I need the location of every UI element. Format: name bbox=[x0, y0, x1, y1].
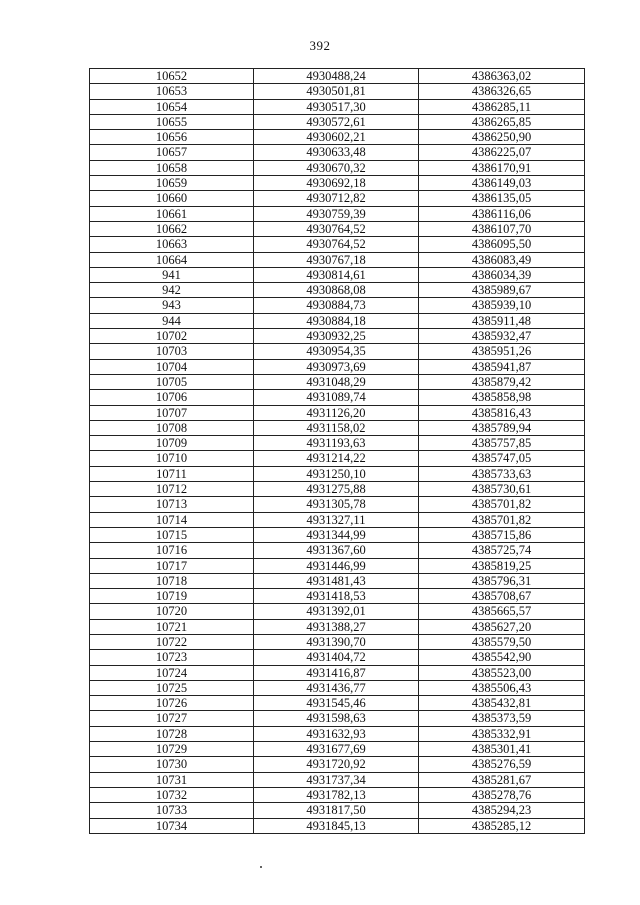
table-row bbox=[90, 145, 585, 160]
x-coordinate-cell: 4931545,46 bbox=[254, 696, 419, 711]
table-row bbox=[90, 374, 585, 389]
y-coordinate-cell: 4385730,61 bbox=[419, 482, 585, 497]
x-coordinate-cell: 4931214,22 bbox=[254, 451, 419, 466]
point-number-cell: 10653 bbox=[90, 84, 254, 99]
point-number-cell: 10663 bbox=[90, 237, 254, 252]
table-row bbox=[90, 191, 585, 206]
y-coordinate-cell: 4385294,23 bbox=[419, 803, 585, 818]
point-number-cell: 10656 bbox=[90, 130, 254, 145]
table-row bbox=[90, 313, 585, 328]
y-coordinate-cell: 4386250,90 bbox=[419, 130, 585, 145]
y-coordinate-cell: 4385941,87 bbox=[419, 359, 585, 374]
point-number-cell: 10732 bbox=[90, 787, 254, 802]
x-coordinate-cell: 4930488,24 bbox=[254, 69, 419, 84]
y-coordinate-cell: 4385858,98 bbox=[419, 390, 585, 405]
point-number-cell: 10652 bbox=[90, 69, 254, 84]
x-coordinate-cell: 4931782,13 bbox=[254, 787, 419, 802]
point-number-cell: 10664 bbox=[90, 252, 254, 267]
point-number-cell: 10662 bbox=[90, 221, 254, 236]
point-number-cell: 10720 bbox=[90, 604, 254, 619]
point-number-cell: 944 bbox=[90, 313, 254, 328]
x-coordinate-cell: 4931446,99 bbox=[254, 558, 419, 573]
x-coordinate-cell: 4931418,53 bbox=[254, 589, 419, 604]
y-coordinate-cell: 4386083,49 bbox=[419, 252, 585, 267]
table-row bbox=[90, 69, 585, 84]
point-number-cell: 10707 bbox=[90, 405, 254, 420]
point-number-cell: 10727 bbox=[90, 711, 254, 726]
table-row bbox=[90, 650, 585, 665]
y-coordinate-cell: 4386116,06 bbox=[419, 206, 585, 221]
table-row bbox=[90, 589, 585, 604]
y-coordinate-cell: 4385665,57 bbox=[419, 604, 585, 619]
y-coordinate-cell: 4385796,31 bbox=[419, 573, 585, 588]
x-coordinate-cell: 4930973,69 bbox=[254, 359, 419, 374]
x-coordinate-cell: 4931126,20 bbox=[254, 405, 419, 420]
y-coordinate-cell: 4386363,02 bbox=[419, 69, 585, 84]
x-coordinate-cell: 4931193,63 bbox=[254, 436, 419, 451]
x-coordinate-cell: 4931677,69 bbox=[254, 742, 419, 757]
point-number-cell: 10660 bbox=[90, 191, 254, 206]
table-row bbox=[90, 206, 585, 221]
x-coordinate-cell: 4930759,39 bbox=[254, 206, 419, 221]
y-coordinate-cell: 4385939,10 bbox=[419, 298, 585, 313]
y-coordinate-cell: 4385757,85 bbox=[419, 436, 585, 451]
point-number-cell: 10706 bbox=[90, 390, 254, 405]
x-coordinate-cell: 4930767,18 bbox=[254, 252, 419, 267]
page-number: 392 bbox=[309, 38, 331, 53]
y-coordinate-cell: 4385708,67 bbox=[419, 589, 585, 604]
y-coordinate-cell: 4386225,07 bbox=[419, 145, 585, 160]
y-coordinate-cell: 4385819,25 bbox=[419, 558, 585, 573]
point-number-cell: 10729 bbox=[90, 742, 254, 757]
x-coordinate-cell: 4931275,88 bbox=[254, 482, 419, 497]
x-coordinate-cell: 4930932,25 bbox=[254, 329, 419, 344]
point-number-cell: 10728 bbox=[90, 726, 254, 741]
point-number-cell: 10714 bbox=[90, 512, 254, 527]
x-coordinate-cell: 4931481,43 bbox=[254, 573, 419, 588]
point-number-cell: 10712 bbox=[90, 482, 254, 497]
x-coordinate-cell: 4930670,32 bbox=[254, 160, 419, 175]
stray-mark bbox=[260, 866, 262, 868]
table-row bbox=[90, 619, 585, 634]
x-coordinate-cell: 4931845,13 bbox=[254, 818, 419, 833]
table-row bbox=[90, 742, 585, 757]
table-row bbox=[90, 680, 585, 695]
y-coordinate-cell: 4385506,43 bbox=[419, 680, 585, 695]
x-coordinate-cell: 4931250,10 bbox=[254, 466, 419, 481]
y-coordinate-cell: 4385332,91 bbox=[419, 726, 585, 741]
table-row bbox=[90, 711, 585, 726]
table-row bbox=[90, 466, 585, 481]
point-number-cell: 10655 bbox=[90, 114, 254, 129]
y-coordinate-cell: 4385989,67 bbox=[419, 283, 585, 298]
point-number-cell: 10723 bbox=[90, 650, 254, 665]
x-coordinate-cell: 4931817,50 bbox=[254, 803, 419, 818]
y-coordinate-cell: 4385285,12 bbox=[419, 818, 585, 833]
x-coordinate-cell: 4931632,93 bbox=[254, 726, 419, 741]
y-coordinate-cell: 4386095,50 bbox=[419, 237, 585, 252]
point-number-cell: 10659 bbox=[90, 176, 254, 191]
table-row bbox=[90, 298, 585, 313]
table-row bbox=[90, 604, 585, 619]
y-coordinate-cell: 4385715,86 bbox=[419, 527, 585, 542]
x-coordinate-cell: 4931367,60 bbox=[254, 543, 419, 558]
table-row bbox=[90, 757, 585, 772]
y-coordinate-cell: 4385911,48 bbox=[419, 313, 585, 328]
table-row bbox=[90, 176, 585, 191]
point-number-cell: 10721 bbox=[90, 619, 254, 634]
table-row bbox=[90, 252, 585, 267]
point-number-cell: 10703 bbox=[90, 344, 254, 359]
y-coordinate-cell: 4385789,94 bbox=[419, 420, 585, 435]
table-row bbox=[90, 696, 585, 711]
y-coordinate-cell: 4386326,65 bbox=[419, 84, 585, 99]
y-coordinate-cell: 4385932,47 bbox=[419, 329, 585, 344]
table-row bbox=[90, 451, 585, 466]
point-number-cell: 10717 bbox=[90, 558, 254, 573]
point-number-cell: 943 bbox=[90, 298, 254, 313]
point-number-cell: 10705 bbox=[90, 374, 254, 389]
point-number-cell: 10718 bbox=[90, 573, 254, 588]
table-row bbox=[90, 99, 585, 114]
table-row bbox=[90, 160, 585, 175]
x-coordinate-cell: 4930764,52 bbox=[254, 221, 419, 236]
table-row bbox=[90, 527, 585, 542]
y-coordinate-cell: 4385701,82 bbox=[419, 512, 585, 527]
y-coordinate-cell: 4385816,43 bbox=[419, 405, 585, 420]
y-coordinate-cell: 4385542,90 bbox=[419, 650, 585, 665]
y-coordinate-cell: 4385432,81 bbox=[419, 696, 585, 711]
y-coordinate-cell: 4385733,63 bbox=[419, 466, 585, 481]
table-row bbox=[90, 634, 585, 649]
table-row bbox=[90, 787, 585, 802]
table-row bbox=[90, 543, 585, 558]
x-coordinate-cell: 4931404,72 bbox=[254, 650, 419, 665]
point-number-cell: 10726 bbox=[90, 696, 254, 711]
table-row bbox=[90, 114, 585, 129]
table-row bbox=[90, 497, 585, 512]
point-number-cell: 10713 bbox=[90, 497, 254, 512]
y-coordinate-cell: 4385276,59 bbox=[419, 757, 585, 772]
x-coordinate-cell: 4931392,01 bbox=[254, 604, 419, 619]
table-row bbox=[90, 283, 585, 298]
table-row bbox=[90, 84, 585, 99]
y-coordinate-cell: 4385627,20 bbox=[419, 619, 585, 634]
x-coordinate-cell: 4931048,29 bbox=[254, 374, 419, 389]
x-coordinate-cell: 4931598,63 bbox=[254, 711, 419, 726]
x-coordinate-cell: 4931390,70 bbox=[254, 634, 419, 649]
point-number-cell: 10710 bbox=[90, 451, 254, 466]
x-coordinate-cell: 4930692,18 bbox=[254, 176, 419, 191]
point-number-cell: 10709 bbox=[90, 436, 254, 451]
point-number-cell: 10734 bbox=[90, 818, 254, 833]
point-number-cell: 10657 bbox=[90, 145, 254, 160]
x-coordinate-cell: 4930814,61 bbox=[254, 267, 419, 282]
table-row bbox=[90, 329, 585, 344]
point-number-cell: 10724 bbox=[90, 665, 254, 680]
y-coordinate-cell: 4385701,82 bbox=[419, 497, 585, 512]
x-coordinate-cell: 4930501,81 bbox=[254, 84, 419, 99]
x-coordinate-cell: 4931089,74 bbox=[254, 390, 419, 405]
y-coordinate-cell: 4385278,76 bbox=[419, 787, 585, 802]
x-coordinate-cell: 4931344,99 bbox=[254, 527, 419, 542]
table-row bbox=[90, 405, 585, 420]
point-number-cell: 10654 bbox=[90, 99, 254, 114]
point-number-cell: 10715 bbox=[90, 527, 254, 542]
y-coordinate-cell: 4385523,00 bbox=[419, 665, 585, 680]
table-row bbox=[90, 512, 585, 527]
point-number-cell: 10658 bbox=[90, 160, 254, 175]
x-coordinate-cell: 4930884,18 bbox=[254, 313, 419, 328]
table-row bbox=[90, 803, 585, 818]
y-coordinate-cell: 4385951,26 bbox=[419, 344, 585, 359]
table-row bbox=[90, 482, 585, 497]
y-coordinate-cell: 4386265,85 bbox=[419, 114, 585, 129]
table-row bbox=[90, 665, 585, 680]
point-number-cell: 10730 bbox=[90, 757, 254, 772]
point-number-cell: 10711 bbox=[90, 466, 254, 481]
point-number-cell: 10722 bbox=[90, 634, 254, 649]
x-coordinate-cell: 4930712,82 bbox=[254, 191, 419, 206]
table-row bbox=[90, 436, 585, 451]
point-number-cell: 10704 bbox=[90, 359, 254, 374]
point-number-cell: 942 bbox=[90, 283, 254, 298]
x-coordinate-cell: 4931720,92 bbox=[254, 757, 419, 772]
x-coordinate-cell: 4931436,77 bbox=[254, 680, 419, 695]
table-row bbox=[90, 420, 585, 435]
y-coordinate-cell: 4385281,67 bbox=[419, 772, 585, 787]
y-coordinate-cell: 4385373,59 bbox=[419, 711, 585, 726]
point-number-cell: 10719 bbox=[90, 589, 254, 604]
table-row bbox=[90, 390, 585, 405]
x-coordinate-cell: 4930517,30 bbox=[254, 99, 419, 114]
point-number-cell: 10731 bbox=[90, 772, 254, 787]
table-row bbox=[90, 558, 585, 573]
point-number-cell: 10702 bbox=[90, 329, 254, 344]
y-coordinate-cell: 4386170,91 bbox=[419, 160, 585, 175]
y-coordinate-cell: 4386149,03 bbox=[419, 176, 585, 191]
table-row bbox=[90, 267, 585, 282]
x-coordinate-cell: 4930572,61 bbox=[254, 114, 419, 129]
y-coordinate-cell: 4385579,50 bbox=[419, 634, 585, 649]
x-coordinate-cell: 4931327,11 bbox=[254, 512, 419, 527]
point-number-cell: 10661 bbox=[90, 206, 254, 221]
table-row bbox=[90, 772, 585, 787]
x-coordinate-cell: 4930602,21 bbox=[254, 130, 419, 145]
y-coordinate-cell: 4386135,05 bbox=[419, 191, 585, 206]
y-coordinate-cell: 4385725,74 bbox=[419, 543, 585, 558]
y-coordinate-cell: 4386285,11 bbox=[419, 99, 585, 114]
point-number-cell: 10716 bbox=[90, 543, 254, 558]
table-row bbox=[90, 130, 585, 145]
coordinates-table bbox=[89, 68, 585, 834]
x-coordinate-cell: 4931158,02 bbox=[254, 420, 419, 435]
coordinates-table-body bbox=[90, 69, 585, 834]
table-row bbox=[90, 221, 585, 236]
y-coordinate-cell: 4385747,05 bbox=[419, 451, 585, 466]
y-coordinate-cell: 4385879,42 bbox=[419, 374, 585, 389]
table-row bbox=[90, 237, 585, 252]
x-coordinate-cell: 4930954,35 bbox=[254, 344, 419, 359]
point-number-cell: 10708 bbox=[90, 420, 254, 435]
point-number-cell: 941 bbox=[90, 267, 254, 282]
table-row bbox=[90, 726, 585, 741]
x-coordinate-cell: 4930633,48 bbox=[254, 145, 419, 160]
table-row bbox=[90, 344, 585, 359]
x-coordinate-cell: 4931737,34 bbox=[254, 772, 419, 787]
x-coordinate-cell: 4931388,27 bbox=[254, 619, 419, 634]
y-coordinate-cell: 4386034,39 bbox=[419, 267, 585, 282]
y-coordinate-cell: 4385301,41 bbox=[419, 742, 585, 757]
x-coordinate-cell: 4931305,78 bbox=[254, 497, 419, 512]
point-number-cell: 10725 bbox=[90, 680, 254, 695]
x-coordinate-cell: 4930764,52 bbox=[254, 237, 419, 252]
y-coordinate-cell: 4386107,70 bbox=[419, 221, 585, 236]
table-row bbox=[90, 359, 585, 374]
table-row bbox=[90, 818, 585, 833]
table-row bbox=[90, 573, 585, 588]
x-coordinate-cell: 4930884,73 bbox=[254, 298, 419, 313]
x-coordinate-cell: 4931416,87 bbox=[254, 665, 419, 680]
point-number-cell: 10733 bbox=[90, 803, 254, 818]
x-coordinate-cell: 4930868,08 bbox=[254, 283, 419, 298]
